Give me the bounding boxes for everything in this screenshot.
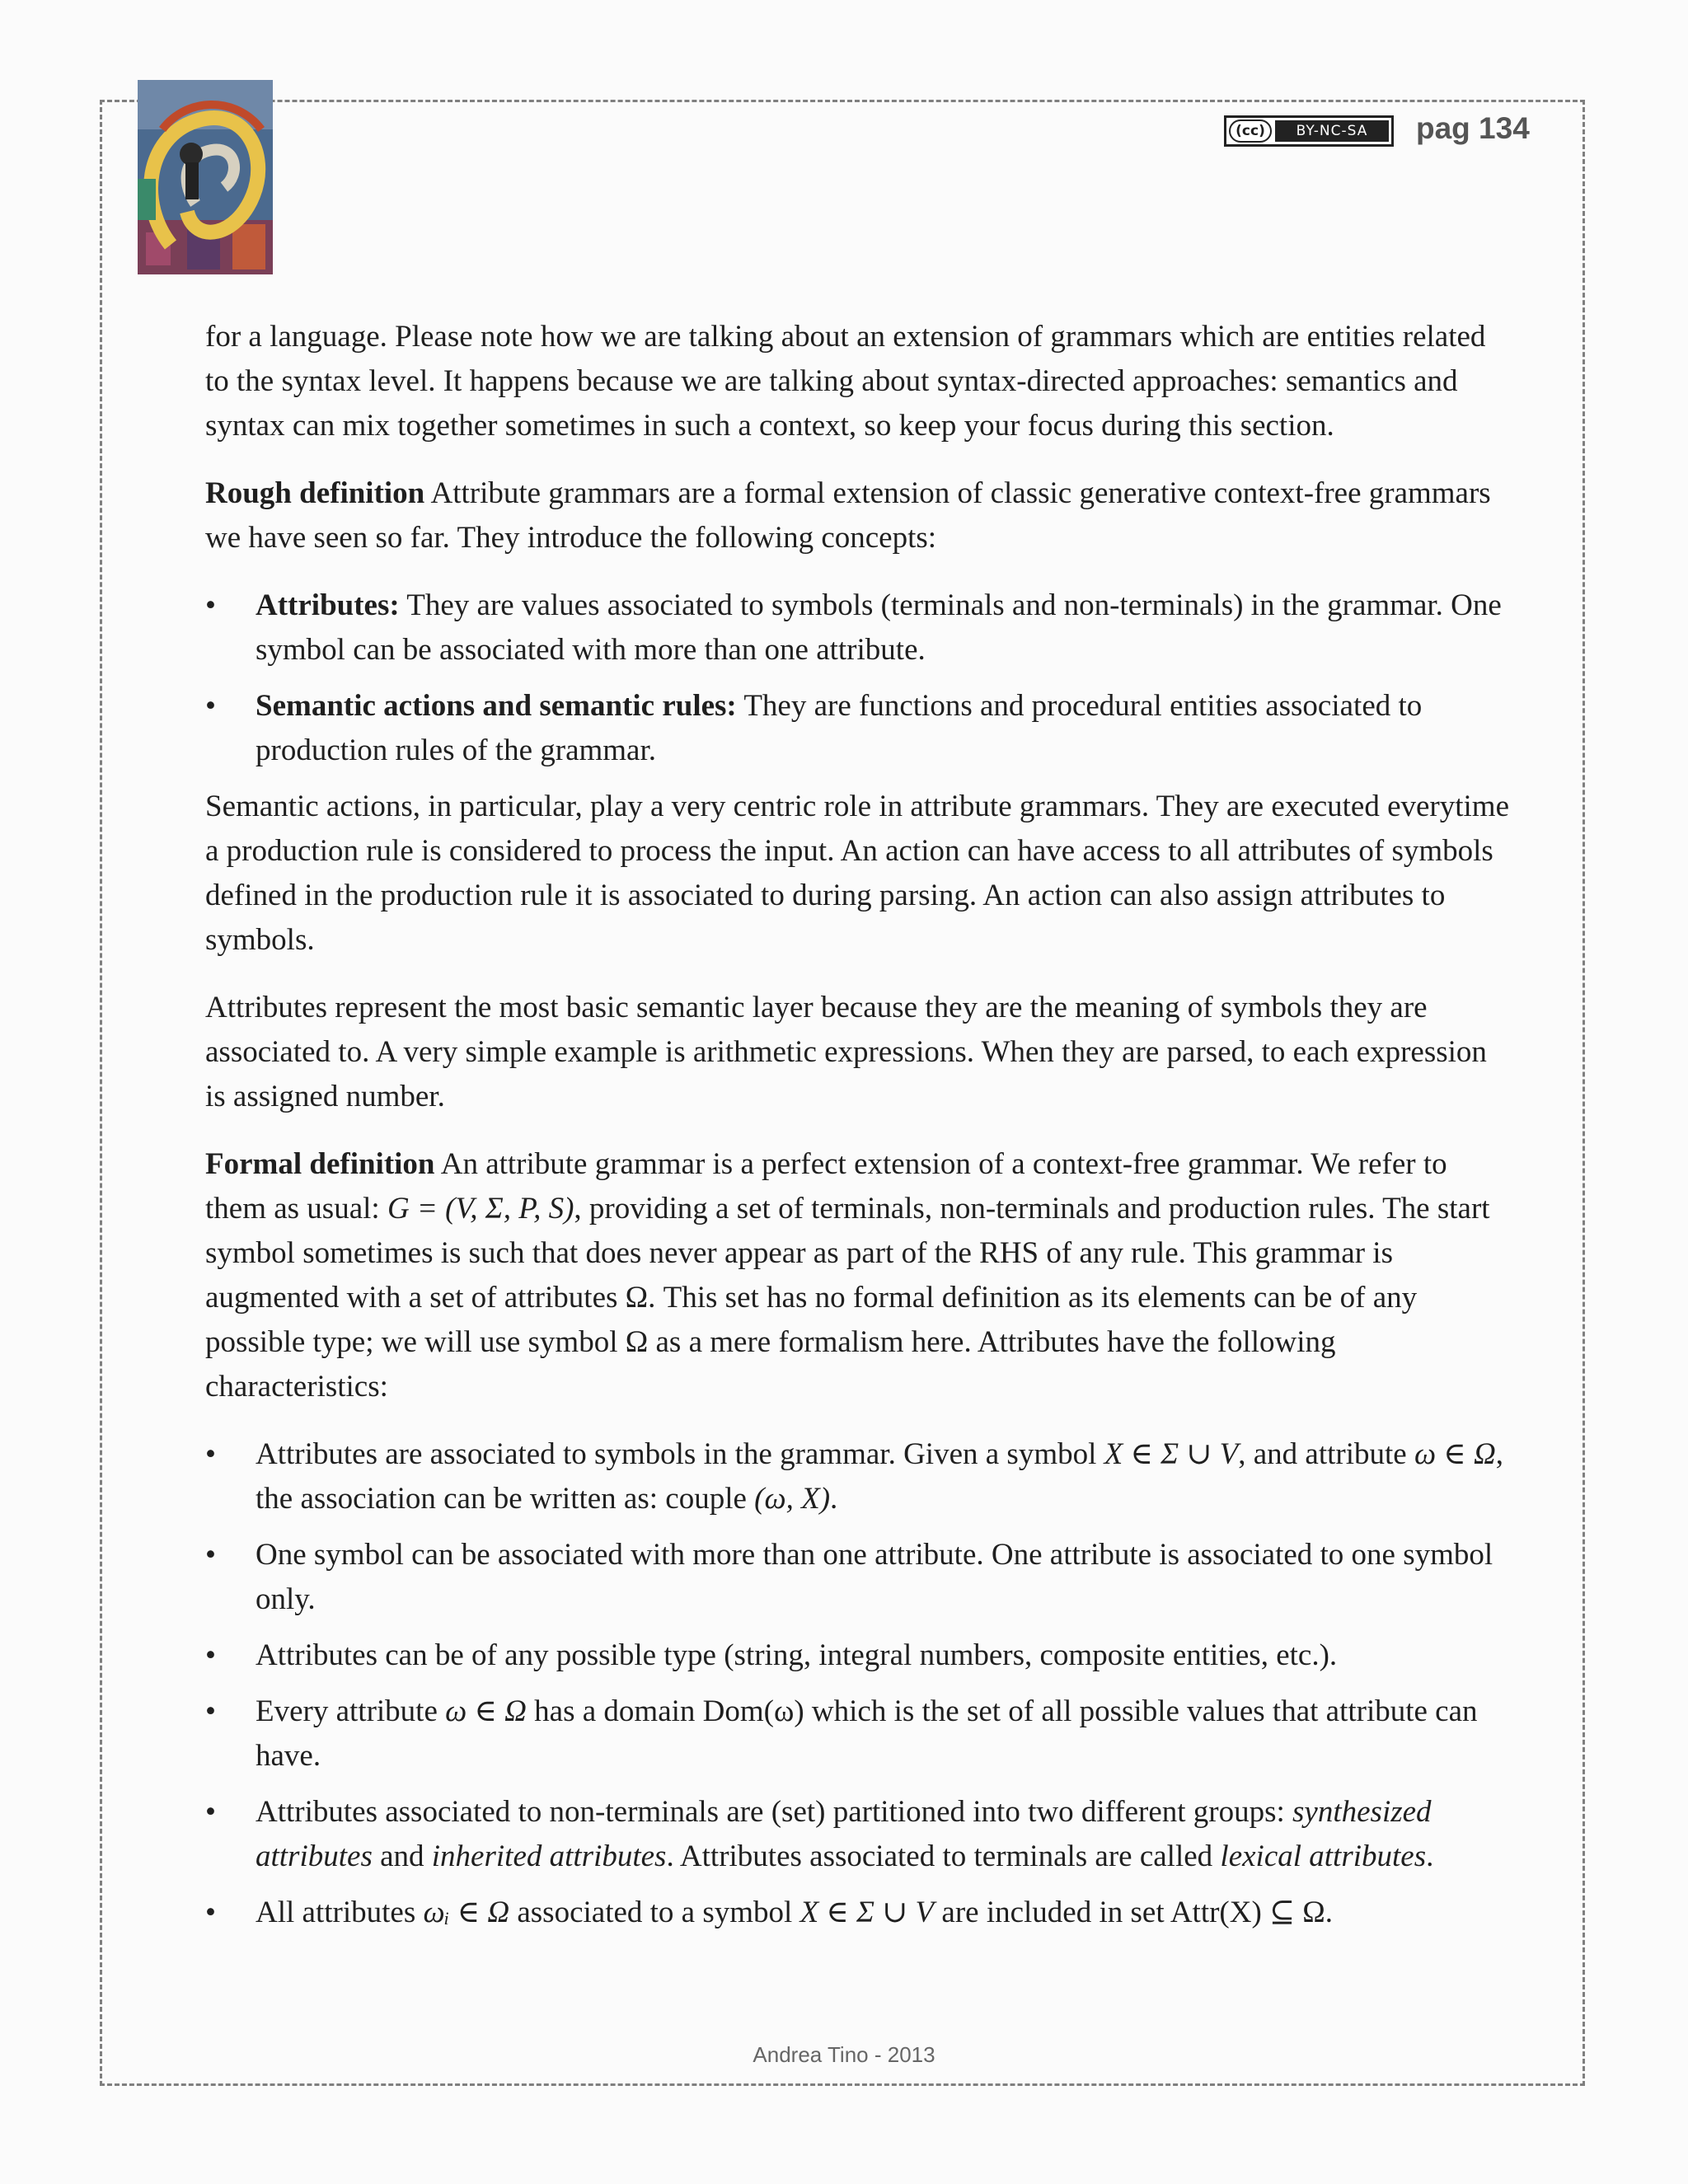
- item-text: and: [372, 1840, 432, 1873]
- attributes-paragraph: Attributes represent the most basic semantic layer because they are the meaning of symbols they are associated to. A very simple example is arithmetic expressions. When they are parsed, to each expression is assigned number.: [205, 991, 1487, 1113]
- rough-definition-text: Attribute grammars are a formal extension of classic generative context-free grammars we have seen so far. They introduce the following concepts:: [205, 476, 1491, 555]
- item-text: , and attribute: [1238, 1437, 1414, 1471]
- item-text: associated to a symbol: [509, 1896, 800, 1929]
- formal-text: as a mere formalism here. Attributes have the following characteristics:: [205, 1325, 1336, 1404]
- emphasized-term: lexical attributes: [1220, 1840, 1427, 1873]
- list-item: [205, 1690, 1512, 1779]
- item-text: Every attribute: [256, 1694, 446, 1728]
- rough-definition-heading: Rough definition: [205, 476, 425, 510]
- formal-text: An attribute grammar is a perfect extension of a context-free grammar. We refer to them as usual:: [205, 1147, 1447, 1226]
- math-expression: ω ∈ Ω: [445, 1694, 527, 1728]
- math-expression: X ∈ Σ ∪ V: [1104, 1437, 1239, 1471]
- characteristics-list: [205, 1432, 1512, 1935]
- rough-definition-paragraph: [205, 471, 1512, 560]
- formal-text: . This set has no formal definition as its elements can be of any possible type; we will use symbol: [205, 1281, 1418, 1359]
- concepts-list: [205, 583, 1512, 773]
- item-text: All attributes: [256, 1896, 424, 1929]
- list-item: [205, 1633, 1512, 1678]
- item-text: Attributes are associated to symbols in the grammar. Given a symbol: [256, 1437, 1104, 1471]
- item-text: are included in set: [934, 1896, 1170, 1929]
- math-expression: Dom(ω): [702, 1694, 804, 1728]
- intro-paragraph: for a language. Please note how we are talking about an extension of grammars which are entities related to the syntax level. It happens because we are talking about syntax-directed approaches: semantics and syntax can mix together sometimes in such a context, so keep your focus during this section.: [205, 320, 1486, 443]
- item-text: has a domain: [526, 1694, 703, 1728]
- item-text: .: [1325, 1896, 1334, 1929]
- formal-text: , providing a set of terminals, non-terminals and production rules. The start symbol sometimes is such that does never appear as part of the RHS of any rule. This grammar is augmented with a set of attributes: [205, 1192, 1490, 1315]
- list-item: [205, 1790, 1512, 1879]
- grammar-formula: G = (V, Σ, P, S): [387, 1192, 574, 1226]
- bullet-icon: •: [205, 1795, 216, 1829]
- page-content: [205, 315, 1512, 1947]
- license-badge: [1224, 115, 1394, 147]
- page-number: pag 134: [1416, 111, 1530, 145]
- concept-text: They are values associated to symbols (terminals and non-terminals) in the grammar. One symbol can be associated with more than one attribute.: [256, 588, 1502, 667]
- math-expression: ωᵢ ∈ Ω: [423, 1896, 510, 1929]
- bullet-icon: •: [205, 1896, 216, 1929]
- list-item: [205, 1432, 1512, 1521]
- omega-symbol: Ω: [625, 1325, 649, 1359]
- list-item: [205, 1533, 1512, 1622]
- list-item: [205, 583, 1512, 673]
- concept-term: Attributes:: [256, 588, 400, 622]
- bullet-icon: •: [205, 1638, 216, 1672]
- footer-author: Andrea Tino - 2013: [753, 2042, 935, 2067]
- item-text: , the association can be written as: couple: [256, 1437, 1503, 1516]
- emphasized-term: inherited attributes: [431, 1840, 667, 1873]
- item-text: .: [1426, 1840, 1434, 1873]
- math-expression: ω ∈ Ω: [1414, 1437, 1496, 1471]
- list-item: [205, 684, 1512, 773]
- emphasized-term: synthesized attributes: [256, 1795, 1432, 1873]
- book-cover-image: [138, 80, 273, 274]
- bullet-icon: •: [205, 1437, 216, 1471]
- list-item: [205, 1891, 1512, 1935]
- item-text: Attributes associated to non-terminals are (set) partitioned into two different groups:: [256, 1795, 1293, 1829]
- formal-definition-paragraph: [205, 1142, 1512, 1409]
- item-text: . Attributes associated to terminals are called: [666, 1840, 1221, 1873]
- math-expression: Attr(X) ⊆ Ω: [1170, 1896, 1325, 1929]
- bullet-icon: •: [205, 1538, 216, 1572]
- formal-definition-heading: Formal definition: [205, 1147, 435, 1181]
- item-text: .: [830, 1482, 838, 1516]
- license-terms: BY-NC-SA: [1275, 120, 1389, 142]
- cc-logo-icon: (cc): [1229, 120, 1272, 143]
- math-expression: X ∈ Σ ∪ V: [799, 1896, 935, 1929]
- semantic-actions-paragraph: Semantic actions, in particular, play a very centric role in attribute grammars. They are executed everytime a production rule is considered to process the input. An action can have access to all attributes of symbols defined in the production rule it is associated to during parsing. An action can also assign attributes to symbols.: [205, 790, 1510, 957]
- concept-text: They are functions and procedural entities associated to production rules of the grammar.: [256, 689, 1423, 767]
- bullet-icon: •: [205, 689, 216, 723]
- item-text: which is the set of all possible values that attribute can have.: [256, 1694, 1478, 1773]
- bullet-icon: •: [205, 588, 216, 622]
- item-text: Attributes can be of any possible type (string, integral numbers, composite entities, etc.).: [256, 1638, 1338, 1672]
- bullet-icon: •: [205, 1694, 216, 1728]
- omega-symbol: Ω: [625, 1281, 649, 1315]
- concept-term: Semantic actions and semantic rules:: [256, 689, 737, 723]
- math-expression: (ω, X): [754, 1482, 831, 1516]
- item-text: One symbol can be associated with more than one attribute. One attribute is associated to one symbol only.: [256, 1538, 1493, 1616]
